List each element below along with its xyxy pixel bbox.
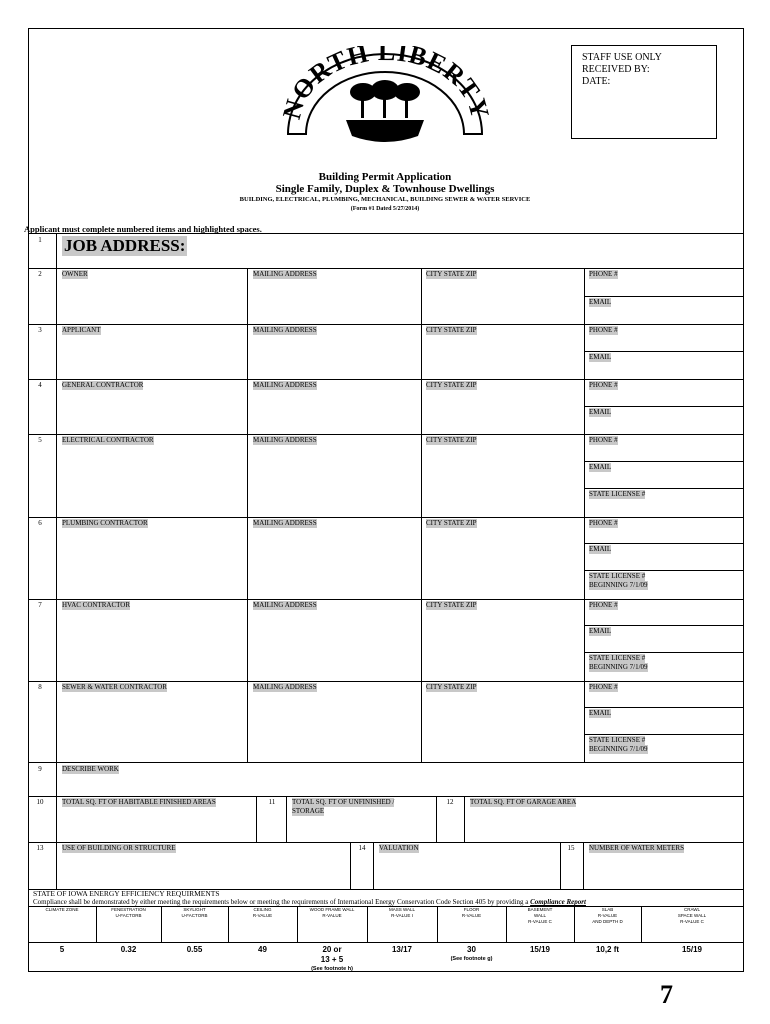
city-state-zip-field[interactable]: [426, 611, 579, 679]
email-label: EMAIL: [589, 298, 612, 306]
phone-label: PHONE #: [589, 601, 618, 609]
mailing-address-field[interactable]: [253, 391, 416, 432]
grid-line: [584, 707, 743, 708]
name-field[interactable]: [62, 529, 242, 597]
phone-field[interactable]: [630, 326, 740, 349]
city-state-zip-label: CITY STATE ZIP: [426, 326, 477, 334]
date-label: DATE:: [582, 76, 611, 87]
energy-header-text: SLAB: [601, 907, 614, 912]
grid-line: [584, 434, 585, 517]
grid-line: [574, 906, 575, 942]
item-number: 13: [36, 844, 44, 852]
energy-requirements-title: STATE OF IOWA ENERGY EFFICIENCY REQUIRMENTS: [33, 889, 220, 898]
energy-value-cell: [161, 945, 228, 955]
energy-value: 20 or: [322, 945, 342, 954]
number-column-line: [56, 233, 57, 890]
grid-line: [247, 599, 248, 681]
grid-line: [421, 434, 422, 517]
garage-area-field[interactable]: [470, 810, 740, 840]
grid-line: [421, 517, 422, 599]
grid-line: [436, 796, 437, 842]
item-number: 5: [38, 436, 42, 444]
contact-role-label: PLUMBING CONTRACTOR: [62, 519, 148, 527]
energy-header-text: R-VALUE: [597, 913, 618, 918]
energy-header-text: AND DEPTH D: [592, 919, 623, 924]
grid-line: [286, 796, 287, 842]
phone-label: PHONE #: [589, 270, 618, 278]
energy-value-cell: [96, 945, 161, 955]
city-state-zip-label: CITY STATE ZIP: [426, 381, 477, 389]
energy-header-text: R-VALUE: [252, 913, 273, 918]
energy-header-cell: [367, 907, 437, 919]
grid-line: [584, 296, 743, 297]
energy-requirements-note: [33, 898, 586, 906]
energy-value-cell: [574, 945, 641, 955]
city-state-zip-label: CITY STATE ZIP: [426, 519, 477, 527]
grid-line: [373, 842, 374, 890]
mailing-address-label: MAILING ADDRESS: [253, 381, 317, 389]
mailing-address-label: MAILING ADDRESS: [253, 601, 317, 609]
grid-line: [96, 906, 97, 942]
energy-value: 13/17: [391, 945, 413, 954]
mailing-address-label: MAILING ADDRESS: [253, 683, 317, 691]
energy-header-text: R-VALUE C: [528, 919, 552, 924]
grid-line: [28, 796, 743, 797]
energy-header-text: CLIMATE ZONE: [45, 907, 79, 912]
email-label: EMAIL: [589, 545, 612, 553]
mailing-address-label: MAILING ADDRESS: [253, 436, 317, 444]
grid-line: [161, 906, 162, 942]
phone-label: PHONE #: [589, 436, 618, 444]
item-number: 11: [268, 798, 276, 806]
item-number: 3: [38, 326, 42, 334]
state-license-label: STATE LICENSE #: [589, 572, 646, 580]
city-state-zip-label: CITY STATE ZIP: [426, 436, 477, 444]
form-services: BUILDING, ELECTRICAL, PLUMBING, MECHANICAL, BUILDING SEWER & WATER SERVICE: [239, 196, 531, 203]
grid-line: [583, 842, 584, 890]
habitable-area-label: TOTAL SQ. FT OF HABITABLE FINISHED AREAS: [62, 798, 216, 806]
form-title: Building Permit Application: [318, 171, 452, 183]
contact-role-label: OWNER: [62, 270, 88, 278]
grid-line: [28, 233, 743, 234]
phone-label: PHONE #: [589, 683, 618, 691]
energy-header-text: CEILING: [253, 907, 272, 912]
phone-field[interactable]: [630, 683, 740, 705]
describe-work-field[interactable]: [140, 765, 740, 793]
contact-role-label: HVAC CONTRACTOR: [62, 601, 131, 609]
grid-line: [421, 681, 422, 762]
grid-line: [584, 406, 743, 407]
energy-header-text: BASEMENT: [527, 907, 553, 912]
phone-field[interactable]: [630, 270, 740, 294]
water-meters-label: NUMBER OF WATER METERS: [589, 844, 684, 852]
state-license-label: STATE LICENSE #: [589, 490, 646, 498]
compliance-report-link: Compliance Report: [530, 898, 586, 906]
grid-line: [584, 543, 743, 544]
grid-line: [247, 379, 248, 434]
phone-field[interactable]: [630, 519, 740, 541]
name-field[interactable]: [62, 693, 242, 760]
energy-header-text: MASS WALL: [388, 907, 416, 912]
mailing-address-label: MAILING ADDRESS: [253, 519, 317, 527]
item-number: 14: [358, 844, 366, 852]
energy-header-text: WOOD FRAME WALL: [309, 907, 355, 912]
energy-header-cell: [574, 907, 641, 925]
energy-footnote: (See footnote h): [311, 966, 353, 972]
license-beginning-label: BEGINNING 7/1/09: [589, 663, 648, 671]
phone-field[interactable]: [630, 436, 740, 459]
energy-note-text: Compliance shall be demonstrated by either meeting the requirements below or meeting the requirements of International Energy Conservation Code Section 405 by providing a: [33, 898, 531, 906]
valuation-label: VALUATION: [379, 844, 419, 852]
grid-line: [247, 517, 248, 599]
grid-line: [228, 906, 229, 942]
energy-header-text: U-FACTORB: [115, 913, 142, 918]
item-number: 9: [38, 765, 42, 773]
grid-line: [28, 434, 743, 435]
grid-line: [506, 906, 507, 942]
energy-value: 30: [467, 945, 476, 954]
mailing-address-label: MAILING ADDRESS: [253, 270, 317, 278]
contact-role-label: GENERAL CONTRACTOR: [62, 381, 144, 389]
energy-value-cell: [506, 945, 574, 955]
grid-line: [584, 625, 743, 626]
energy-value: 0.55: [186, 945, 203, 954]
item-number: 12: [446, 798, 454, 806]
energy-header-text: WALL: [533, 913, 547, 918]
energy-header-text: R-VALUE I: [391, 913, 413, 918]
grid-line: [421, 379, 422, 434]
grid-line: [584, 734, 743, 735]
mailing-address-label: MAILING ADDRESS: [253, 326, 317, 334]
energy-value: 15/19: [681, 945, 703, 954]
energy-header-cell: [506, 907, 574, 925]
grid-line: [28, 762, 743, 763]
building-use-field[interactable]: [62, 856, 347, 886]
energy-header-cell: [28, 907, 96, 913]
contact-role-label: ELECTRICAL CONTRACTOR: [62, 436, 154, 444]
page-number: 7: [660, 980, 673, 1009]
energy-header-text: SPACE WALL: [677, 913, 707, 918]
city-state-zip-field[interactable]: [426, 391, 579, 432]
storage-label: STORAGE: [292, 807, 325, 815]
grid-line: [256, 796, 257, 842]
staff-use-label: STAFF USE ONLY: [582, 52, 662, 63]
building-use-label: USE OF BUILDING OR STRUCTURE: [62, 844, 176, 852]
grid-line: [247, 268, 248, 324]
energy-value: 0.32: [120, 945, 137, 954]
item-number: 8: [38, 683, 42, 691]
city-state-zip-field[interactable]: [426, 693, 579, 760]
energy-value-cell: [437, 945, 506, 963]
grid-line: [584, 570, 743, 571]
item-number: 7: [38, 601, 42, 609]
city-state-zip-label: CITY STATE ZIP: [426, 601, 477, 609]
grid-line: [584, 517, 585, 599]
energy-value-cell: [297, 945, 367, 973]
phone-field[interactable]: [630, 601, 740, 623]
valuation-field[interactable]: [379, 856, 554, 886]
mailing-address-field[interactable]: [253, 446, 416, 515]
state-license-label: STATE LICENSE #: [589, 654, 646, 662]
grid-line: [464, 796, 465, 842]
grid-line: [297, 906, 298, 942]
energy-header-cell: [641, 907, 743, 925]
unfinished-area-field[interactable]: [292, 818, 432, 840]
grid-line: [584, 461, 743, 462]
grid-line: [247, 324, 248, 379]
form-date: (Form #1 Dated 5/27/2014): [350, 206, 420, 212]
energy-header-cell: [437, 907, 506, 919]
grid-line: [247, 681, 248, 762]
item-number: 4: [38, 381, 42, 389]
mailing-address-field[interactable]: [253, 336, 416, 377]
energy-header-cell: [96, 907, 161, 919]
item-number: 15: [567, 844, 575, 852]
energy-footnote: (See footnote g): [450, 956, 493, 962]
grid-line: [584, 652, 743, 653]
item-number: 6: [38, 519, 42, 527]
water-meters-field[interactable]: [589, 856, 739, 886]
email-label: EMAIL: [589, 627, 612, 635]
grid-line: [350, 842, 351, 890]
staff-use-box: [571, 45, 717, 139]
energy-header-text: R-VALUE: [322, 913, 342, 918]
logo-text: NORTH LIBERTY: [278, 46, 492, 123]
energy-header-text: SKYLIGHT: [183, 907, 206, 912]
mailing-address-field[interactable]: [253, 611, 416, 679]
grid-line: [584, 488, 743, 489]
city-state-zip-label: CITY STATE ZIP: [426, 270, 477, 278]
grid-line: [28, 599, 743, 600]
phone-label: PHONE #: [589, 326, 618, 334]
mailing-address-field[interactable]: [253, 693, 416, 760]
job-address-field[interactable]: [180, 236, 740, 266]
form-subtitle: Single Family, Duplex & Townhouse Dwellings: [275, 183, 495, 195]
item-number: 1: [38, 236, 42, 244]
mailing-address-field[interactable]: [253, 529, 416, 597]
grid-line: [28, 379, 743, 380]
license-beginning-label: BEGINNING 7/1/09: [589, 581, 648, 589]
energy-value-cell: [28, 945, 96, 955]
phone-field[interactable]: [630, 381, 740, 404]
phone-label: PHONE #: [589, 381, 618, 389]
unfinished-area-label: TOTAL SQ. FT OF UNFINISHED /: [292, 798, 395, 806]
name-field[interactable]: [62, 280, 242, 322]
energy-value: 49: [258, 945, 267, 954]
city-state-zip-label: CITY STATE ZIP: [426, 683, 477, 691]
email-label: EMAIL: [589, 463, 612, 471]
energy-header-text: CRAWL: [683, 907, 701, 912]
city-state-zip-field[interactable]: [426, 336, 579, 377]
grid-line: [367, 906, 368, 942]
energy-header-cell: [297, 907, 367, 919]
grid-line: [28, 324, 743, 325]
energy-value-cell: [367, 945, 437, 955]
city-state-zip-field[interactable]: [426, 280, 579, 322]
instructions-note: Applicant must complete numbered items and highlighted spaces.: [24, 224, 262, 234]
north-liberty-logo: [278, 46, 492, 150]
phone-label: PHONE #: [589, 519, 618, 527]
state-license-label: STATE LICENSE #: [589, 736, 646, 744]
contact-role-label: SEWER & WATER CONTRACTOR: [62, 683, 167, 691]
energy-header-text: R-VALUE: [461, 913, 482, 918]
grid-line: [584, 681, 585, 762]
grid-line: [584, 351, 743, 352]
email-label: EMAIL: [589, 709, 612, 717]
energy-value: 5: [59, 945, 65, 954]
mailing-address-field[interactable]: [253, 280, 416, 322]
energy-header-text: R-VALUE C: [680, 919, 704, 924]
energy-header-text: U-FACTORB: [181, 913, 208, 918]
contact-role-label: APPLICANT: [62, 326, 101, 334]
energy-header-text: FLOOR: [463, 907, 480, 912]
grid-line: [28, 681, 743, 682]
item-number: 10: [36, 798, 44, 806]
energy-value-cell: [641, 945, 743, 955]
energy-value-cell: [228, 945, 297, 955]
describe-work-label: DESCRIBE WORK: [62, 765, 119, 773]
habitable-area-field[interactable]: [62, 810, 252, 840]
garage-area-label: TOTAL SQ. FT OF GARAGE AREA: [470, 798, 577, 806]
email-label: EMAIL: [589, 408, 612, 416]
grid-line: [584, 599, 585, 681]
item-number: 2: [38, 270, 42, 278]
name-field[interactable]: [62, 391, 242, 432]
energy-header-cell: [228, 907, 297, 919]
grid-line: [421, 268, 422, 324]
grid-line: [421, 324, 422, 379]
city-state-zip-field[interactable]: [426, 529, 579, 597]
energy-header-cell: [161, 907, 228, 919]
grid-line: [28, 517, 743, 518]
grid-line: [247, 434, 248, 517]
grid-line: [28, 842, 743, 843]
grid-line: [28, 268, 743, 269]
energy-value: 10,2 ft: [595, 945, 620, 954]
grid-line: [641, 906, 642, 942]
energy-value: 15/19: [529, 945, 551, 954]
grid-line: [28, 942, 743, 943]
received-by-label: RECEIVED BY:: [582, 64, 650, 75]
name-field[interactable]: [62, 336, 242, 377]
email-label: EMAIL: [589, 353, 612, 361]
grid-line: [437, 906, 438, 942]
grid-line: [421, 599, 422, 681]
city-state-zip-field[interactable]: [426, 446, 579, 515]
license-beginning-label: BEGINNING 7/1/09: [589, 745, 648, 753]
name-field[interactable]: [62, 611, 242, 679]
job-address-label: JOB ADDRESS:: [64, 236, 186, 255]
energy-header-text: FENESTRATION: [111, 907, 146, 912]
name-field[interactable]: [62, 446, 242, 515]
energy-value-line2: 13 + 5: [320, 955, 344, 964]
